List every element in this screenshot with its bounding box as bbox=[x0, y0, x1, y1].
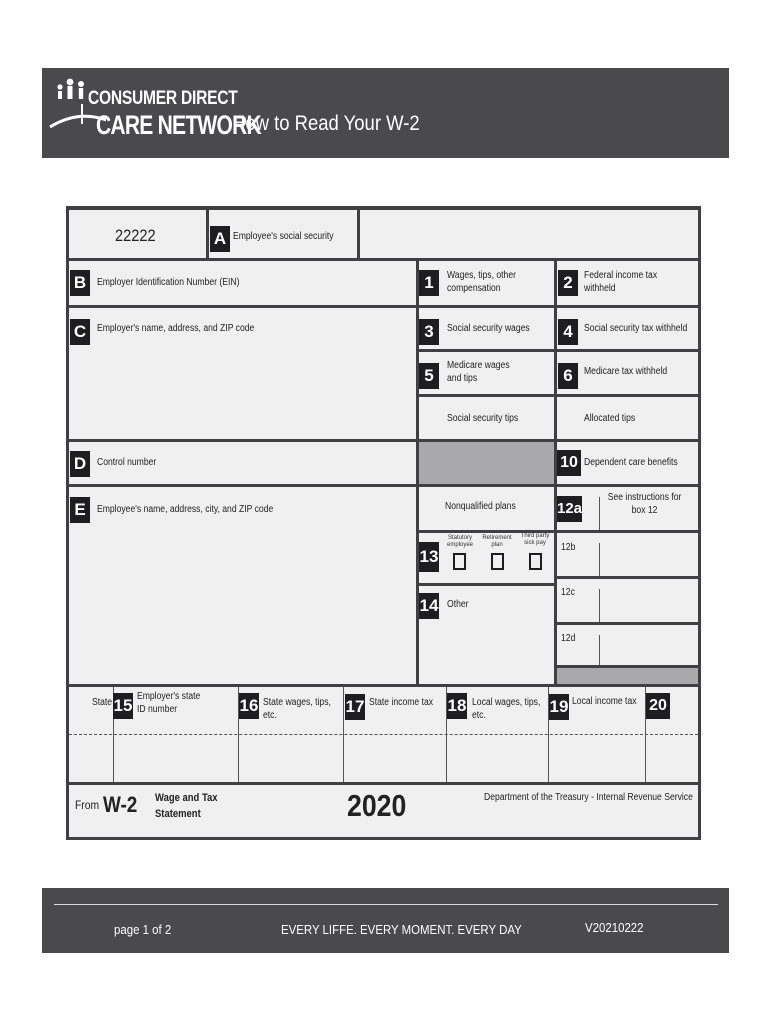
state-local-section bbox=[69, 687, 698, 782]
box-3 bbox=[419, 308, 554, 349]
box-1-label: Wages, tips, other compensation bbox=[447, 270, 517, 294]
badge-b: B bbox=[70, 270, 90, 296]
statutory-checkbox[interactable] bbox=[453, 553, 466, 570]
box-9-shaded bbox=[419, 442, 554, 484]
box-5 bbox=[419, 352, 554, 394]
thirdparty-checkbox[interactable] bbox=[529, 553, 542, 570]
footer-rule bbox=[54, 904, 718, 905]
box-d-label: Control number bbox=[97, 457, 157, 468]
badge-15: 15 bbox=[113, 693, 133, 719]
box-4 bbox=[557, 308, 698, 349]
page-title: How to Read Your W-2 bbox=[232, 112, 420, 135]
state-label: State bbox=[92, 697, 113, 708]
irs-department: Department of the Treasury - Internal Revenue Service bbox=[484, 792, 693, 803]
box-15-label: Employer's state ID number bbox=[137, 691, 201, 715]
box-7-label: Social security tips bbox=[447, 413, 519, 424]
badge-5: 5 bbox=[419, 363, 439, 389]
box-1 bbox=[419, 261, 554, 305]
retirement-checkbox[interactable] bbox=[491, 553, 504, 570]
badge-17: 17 bbox=[345, 694, 365, 720]
box-12b-divider bbox=[599, 543, 600, 576]
box-13 bbox=[419, 533, 554, 583]
box-4-label: Social security tax withheld bbox=[584, 323, 688, 334]
badge-2: 2 bbox=[558, 270, 578, 296]
version-code: V20210222 bbox=[585, 920, 644, 935]
box-d bbox=[69, 442, 416, 484]
box-10-label: Dependent care benefits bbox=[584, 457, 678, 468]
box-12d-label: 12d bbox=[561, 633, 576, 644]
box-12d bbox=[557, 625, 698, 665]
divider-17 bbox=[343, 687, 344, 782]
logo-text-bottom: CARE NETWORK bbox=[96, 110, 261, 140]
box-12a-label: See instructions for box 12 bbox=[607, 492, 682, 516]
box-12-shaded bbox=[557, 668, 698, 684]
box-6 bbox=[557, 352, 698, 394]
box-12b-label: 12b bbox=[561, 542, 576, 553]
box-a bbox=[209, 210, 357, 258]
badge-3: 3 bbox=[419, 319, 439, 345]
box-3-label: Social security wages bbox=[447, 323, 530, 334]
badge-6: 6 bbox=[558, 363, 578, 389]
badge-e: E bbox=[70, 497, 90, 523]
box-12a-divider bbox=[599, 497, 600, 530]
footer-slogan: EVERY LIFFE. EVERY MOMENT. EVERY DAY bbox=[281, 922, 522, 937]
box-c-label: Employer's name, address, and ZIP code bbox=[97, 323, 255, 334]
box-7 bbox=[419, 397, 554, 439]
box-12c bbox=[557, 579, 698, 622]
thirdparty-label: Third party sick pay bbox=[520, 533, 550, 546]
box-2-label: Federal income tax withheld bbox=[584, 270, 658, 294]
box-b-label: Employer Identification Number (EIN) bbox=[97, 277, 240, 288]
box-12c-label: 12c bbox=[561, 587, 575, 598]
box-14-label: Other bbox=[447, 599, 469, 610]
box-a-label: Employee's social security bbox=[233, 231, 334, 242]
box-18-label: Local wages, tips, etc. bbox=[472, 697, 541, 721]
box-16-label: State wages, tips, etc. bbox=[263, 697, 331, 721]
box-2 bbox=[557, 261, 698, 305]
form-title-row bbox=[69, 785, 698, 837]
badge-10: 10 bbox=[557, 450, 581, 476]
box-12d-divider bbox=[599, 635, 600, 665]
badge-1: 1 bbox=[419, 270, 439, 296]
badge-14: 14 bbox=[419, 593, 439, 619]
control-code-cell bbox=[69, 210, 206, 258]
box-11 bbox=[419, 487, 554, 530]
badge-18: 18 bbox=[447, 693, 467, 719]
box-b bbox=[69, 261, 416, 305]
badge-16: 16 bbox=[239, 693, 259, 719]
form-prefix: From bbox=[75, 798, 100, 812]
form-name: W-2 bbox=[103, 792, 138, 817]
badge-13: 13 bbox=[419, 542, 439, 572]
w2-form bbox=[66, 206, 701, 840]
logo-text-top: CONSUMER DIRECT bbox=[88, 88, 238, 109]
box-10 bbox=[557, 442, 698, 484]
box-e bbox=[69, 487, 416, 684]
box-12c-divider bbox=[599, 589, 600, 622]
tax-year: 2020 bbox=[347, 788, 407, 823]
statutory-label: Statutory employee bbox=[446, 535, 473, 548]
box-6-label: Medicare tax withheld bbox=[584, 366, 668, 377]
dashed-divider bbox=[69, 734, 698, 735]
box-a-value bbox=[360, 210, 698, 258]
box-14 bbox=[419, 586, 554, 684]
box-17-label: State income tax bbox=[369, 697, 434, 708]
box-e-label: Employee's name, address, city, and ZIP code bbox=[97, 504, 274, 515]
box-8 bbox=[557, 397, 698, 439]
box-19-label: Local income tax bbox=[572, 696, 637, 707]
badge-c: C bbox=[70, 319, 90, 345]
badge-d: D bbox=[70, 451, 90, 477]
badge-20: 20 bbox=[646, 693, 670, 719]
badge-a: A bbox=[210, 226, 230, 252]
retirement-label: Retirement plan bbox=[482, 535, 512, 548]
box-11-label: Nonqualified plans bbox=[445, 501, 516, 512]
page-number: page 1 of 2 bbox=[114, 922, 172, 937]
box-12b bbox=[557, 533, 698, 576]
box-12a bbox=[557, 487, 698, 530]
form-title: Wage and Tax Statement bbox=[155, 792, 218, 820]
box-c bbox=[69, 308, 416, 439]
badge-4: 4 bbox=[558, 319, 578, 345]
badge-19: 19 bbox=[549, 694, 569, 720]
control-code: 22222 bbox=[115, 226, 156, 245]
box-5-label: Medicare wages and tips bbox=[447, 360, 510, 384]
badge-12a: 12a bbox=[557, 496, 582, 522]
box-8-label: Allocated tips bbox=[584, 413, 636, 424]
